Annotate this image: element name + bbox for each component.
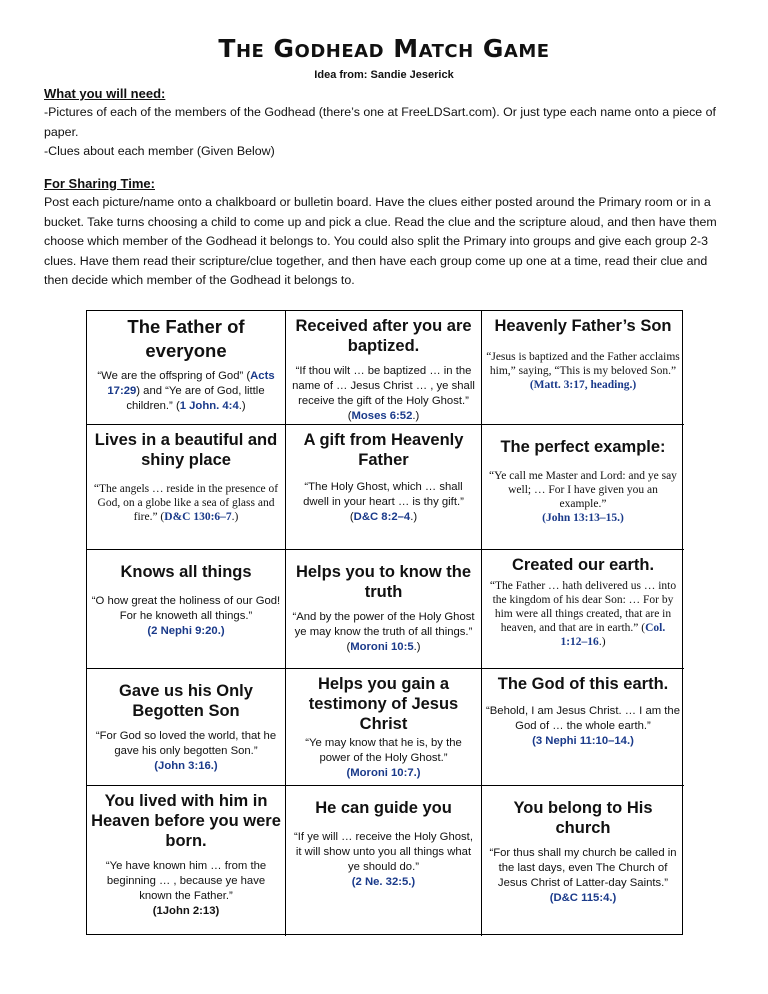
clue-cell xyxy=(482,425,684,550)
scripture-ref: (D&C 115:4.) xyxy=(549,892,617,904)
need-item-1: -Pictures of each of the members of the Godhead (there’s one at FreeLDSart.com). Or just type each name onto a piece of paper. xyxy=(44,105,716,139)
scripture-ref: (John 3:16.) xyxy=(154,760,218,772)
clue-heading: The perfect example: xyxy=(500,438,666,456)
clue-text: “If thou wilt … be baptized … in the name of … Jesus Christ … , ye shall receive the gift of the Holy Ghost.” (Moses 6:52.) xyxy=(292,365,475,422)
clue-text: “Jesus is baptized and the Father acclaims him,” saying, “This is my beloved Son.” (Matt. 3:17, heading.) xyxy=(486,351,680,391)
clue-cell xyxy=(286,311,482,425)
scripture-ref: Acts 17:29 xyxy=(107,370,275,397)
need-heading: What you will need: xyxy=(44,86,166,101)
clue-cell xyxy=(286,425,482,550)
clue-heading: The Father of everyone xyxy=(127,316,245,361)
clue-heading: Lives in a beautiful and shiny place xyxy=(94,431,278,469)
clue-heading: Knows all things xyxy=(120,563,252,581)
clue-text: “O how great the holiness of our God! For he knoweth all things.” (2 Nephi 9:20.) xyxy=(91,595,281,637)
scripture-ref: (2 Nephi 9:20.) xyxy=(147,625,225,637)
clue-text: “For God so loved the world, that he gave his only begotten Son.” (John 3:16.) xyxy=(95,730,277,772)
clue-cell xyxy=(286,786,482,936)
need-item-2: -Clues about each member (Given Below) xyxy=(44,144,275,159)
clue-heading: Gave us his Only Begotten Son xyxy=(119,682,253,720)
clue-cell xyxy=(87,550,286,669)
clue-text: “Ye may know that he is, by the power of the Holy Ghost.” (Moroni 10:7.) xyxy=(305,737,462,779)
scripture-ref: (John 13:13–15.) xyxy=(542,512,624,524)
clue-text: “If ye will … receive the Holy Ghost, it will show unto you all things what ye should do.” (2 Ne. 32:5.) xyxy=(294,831,473,888)
clue-cell xyxy=(286,550,482,669)
clue-text: “Behold, I am Jesus Christ. … I am the God of … the whole earth.” (3 Nephi 11:10–14.) xyxy=(486,705,680,747)
need-section xyxy=(44,84,724,162)
clue-text: “The Holy Ghost, which … shall dwell in your heart … is thy gift.” (D&C 8:2–4.) xyxy=(303,481,464,523)
clue-heading: You belong to His church xyxy=(513,799,653,837)
clue-heading: Created our earth. xyxy=(511,556,655,574)
clue-heading: You lived with him in Heaven before you were born. xyxy=(91,792,281,850)
scripture-ref: (3 Nephi 11:10–14.) xyxy=(532,735,634,747)
clue-cell xyxy=(87,669,286,786)
scripture-ref: Moroni 10:5 xyxy=(350,641,414,653)
clue-heading: The God of this earth. xyxy=(497,675,669,693)
scripture-ref: D&C 130:6–7 xyxy=(164,511,232,523)
clue-cell xyxy=(87,786,286,936)
clue-cell xyxy=(482,550,684,669)
clue-heading: Heavenly Father’s Son xyxy=(494,317,672,335)
clue-text: “Ye call me Master and Lord: and ye say well; … For I have given you an example.” (John 13:13–15.) xyxy=(489,470,677,524)
clue-text: “Ye have known him … from the beginning … , because ye have known the Father.” (1John 2:13) xyxy=(105,860,267,917)
scripture-ref: Col. 1:12–16 xyxy=(560,622,666,648)
clue-text: “And by the power of the Holy Ghost ye may know the truth of all things.” (Moroni 10:5.) xyxy=(292,611,475,653)
clue-text: “We are the offspring of God” (Acts 17:29) and “Ye are of God, little children.” (1 John. 4:4.) xyxy=(97,370,275,412)
scripture-ref: (2 Ne. 32:5.) xyxy=(351,876,416,888)
clue-heading: A gift from Heavenly Father xyxy=(303,431,464,469)
scripture-ref: 1 John. 4:4 xyxy=(179,400,239,412)
clue-heading: Helps you to know the truth xyxy=(295,563,472,601)
clue-text: “The Father … hath delivered us … into the kingdom of his dear Son: … For by him were all things created, that are in heaven, and that are in earth.” (Col. 1:12–16.) xyxy=(489,580,677,648)
clue-cell xyxy=(482,786,684,936)
page-title: The Godhead Match Game xyxy=(218,34,550,63)
scripture-ref: Moses 6:52 xyxy=(351,410,413,422)
scripture-ref: (Matt. 3:17, heading.) xyxy=(529,379,637,391)
sharing-section xyxy=(44,174,724,290)
idea-credit: Idea from: Sandie Jeserick xyxy=(314,69,454,81)
clue-cell xyxy=(87,425,286,550)
clue-heading: Received after you are baptized. xyxy=(295,317,472,355)
clue-heading: Helps you gain a testimony of Jesus Christ xyxy=(308,675,459,733)
scripture-ref: D&C 8:2–4 xyxy=(353,511,411,523)
scripture-ref: (Moroni 10:7.) xyxy=(346,767,421,779)
clue-cell xyxy=(482,669,684,786)
clue-heading: He can guide you xyxy=(315,799,452,817)
clue-cell xyxy=(482,311,684,425)
clue-cell xyxy=(286,669,482,786)
clue-text: “For thus shall my church be called in the last days, even The Church of Jesus Christ of Latter-day Saints.” (D&C 115:4.) xyxy=(489,847,677,904)
clue-text: “The angels … reside in the presence of God, on a globe like a sea of glass and fire.” (D&C 130:6–7.) xyxy=(93,483,279,523)
sharing-heading: For Sharing Time: xyxy=(44,176,155,191)
scripture-ref: (1John 2:13) xyxy=(152,905,220,917)
clue-cell xyxy=(87,311,286,425)
clue-table xyxy=(86,310,683,935)
sharing-text: Post each picture/name onto a chalkboard or bulletin board. Have the clues either posted around the Primary room or in a bucket. Take turns choosing a child to come up and pick a clue. Read the clue and the scripture aloud, and then have them choose which member of the Godhead it belongs to. You could also split the Primary into groups and give each group 2-3 clues. Have them read their scripture/clue together, and then have each group come up one at a time, read their clue and then decide which member of the Godhead it belongs to. xyxy=(44,195,717,288)
